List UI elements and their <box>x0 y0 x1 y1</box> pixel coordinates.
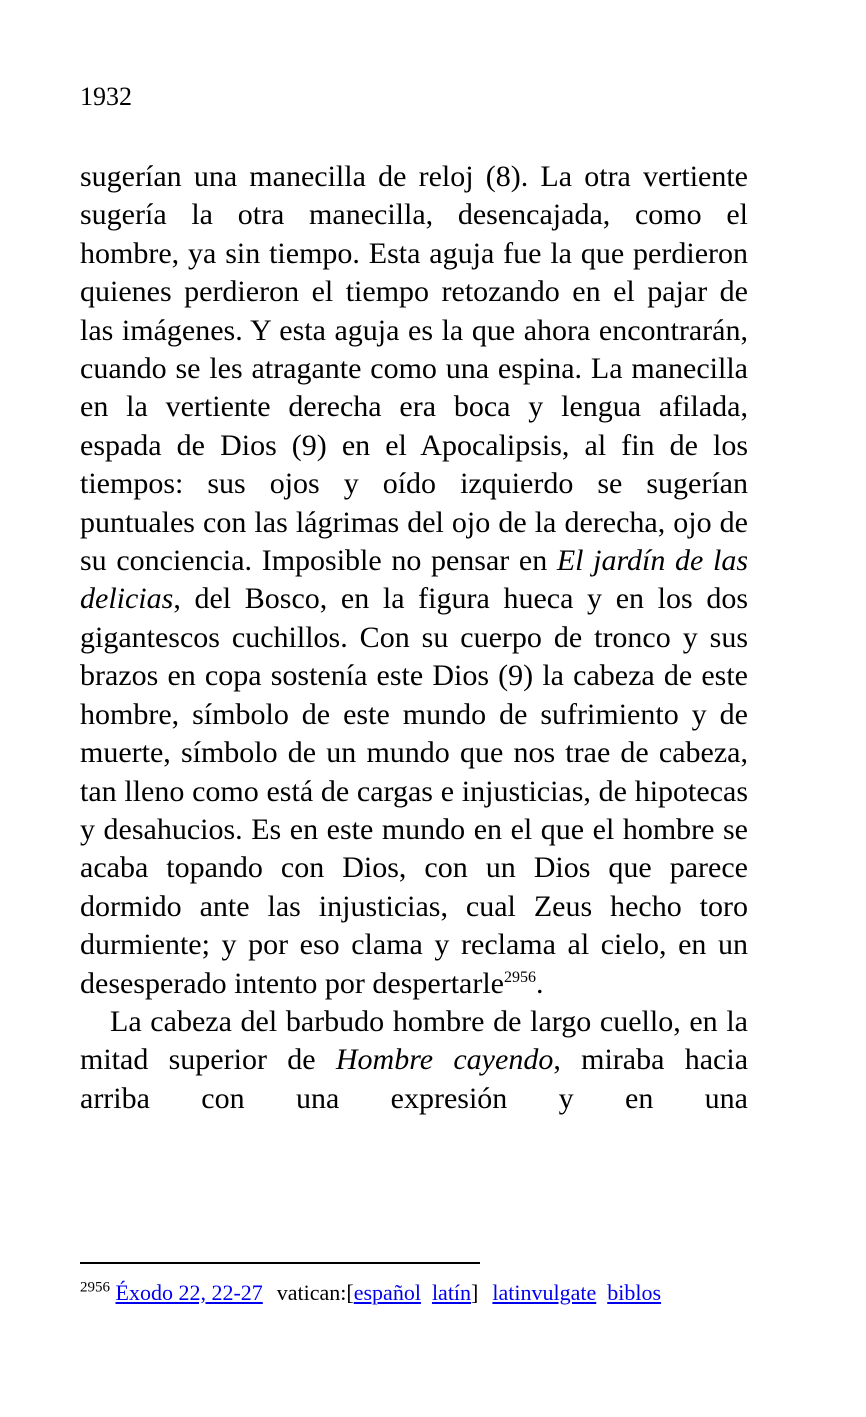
link-exodo[interactable]: Éxodo 22, 22-27 <box>115 1280 263 1305</box>
vatican-label: vatican:[ <box>276 1280 354 1305</box>
paragraph-1-text-cont: , del Bosco, en la figura hueca y en los dos gigantescos cuchillos. Con su cuerpo de tronco y sus brazos en copa sostenía este Dios (9) la cabeza de este hombre, símbolo de este mundo de sufrimiento y de muerte, símbolo de un mundo que nos trae de cabeza, tan lleno como está de cargas e injusticias, de hipotecas y desahucios. Es en este mundo en el que el hombre se acaba topando con Dios, con un Dios que parece dormido ante las injusticias, cual Zeus hecho toro durmiente; y por eso clama y reclama al cielo, en un desesperado intento por despertarle <box>80 582 748 1000</box>
link-latinvulgate[interactable]: latinvulgate <box>492 1280 597 1305</box>
link-biblos[interactable]: biblos <box>607 1280 662 1305</box>
page-number: 1932 <box>80 82 132 111</box>
body-text <box>80 158 748 1118</box>
italic-title-jardin: El jardín de las delicias <box>80 544 748 616</box>
footnote-separator <box>80 1262 480 1264</box>
footnote-number: 2956 <box>80 1279 110 1296</box>
paragraph-1 <box>80 158 748 1003</box>
paragraph-2-text: La cabeza del barbudo hombre de largo cuello, en la mitad superior de <box>80 1004 748 1077</box>
footnote-reference[interactable]: 2956 <box>504 968 536 986</box>
italic-title-hombre-cayendo: Hombre cayendo <box>335 1043 554 1077</box>
footnote <box>80 1278 760 1308</box>
paragraph-2 <box>80 1003 748 1118</box>
link-espanol[interactable]: español <box>353 1280 421 1305</box>
bracket-close: ] <box>471 1280 479 1305</box>
paragraph-1-end: . <box>536 966 544 1000</box>
link-latin[interactable]: latín <box>431 1280 472 1305</box>
paragraph-1-text: sugerían una manecilla de reloj (8). La otra vertiente sugería la otra manecilla, desencajada, como el hombre, ya sin tiempo. Esta aguja fue la que perdieron quienes perdieron el tiempo retozando en el pajar de las imágenes. Y esta aguja es la que ahora encontrarán, cuando se les atragante como una espina. La manecilla en la vertiente derecha era boca y lengua afilada, espada de Dios (9) en el Apocalipsis, al fin de los tiempos: sus ojos y oído izquierdo se sugerían puntuales con las lágrimas del ojo de la derecha, ojo de su conciencia. Imposible no pensar en <box>80 160 748 578</box>
paragraph-2-text-cont: , miraba hacia arriba con una expresión y en una <box>80 1043 749 1115</box>
